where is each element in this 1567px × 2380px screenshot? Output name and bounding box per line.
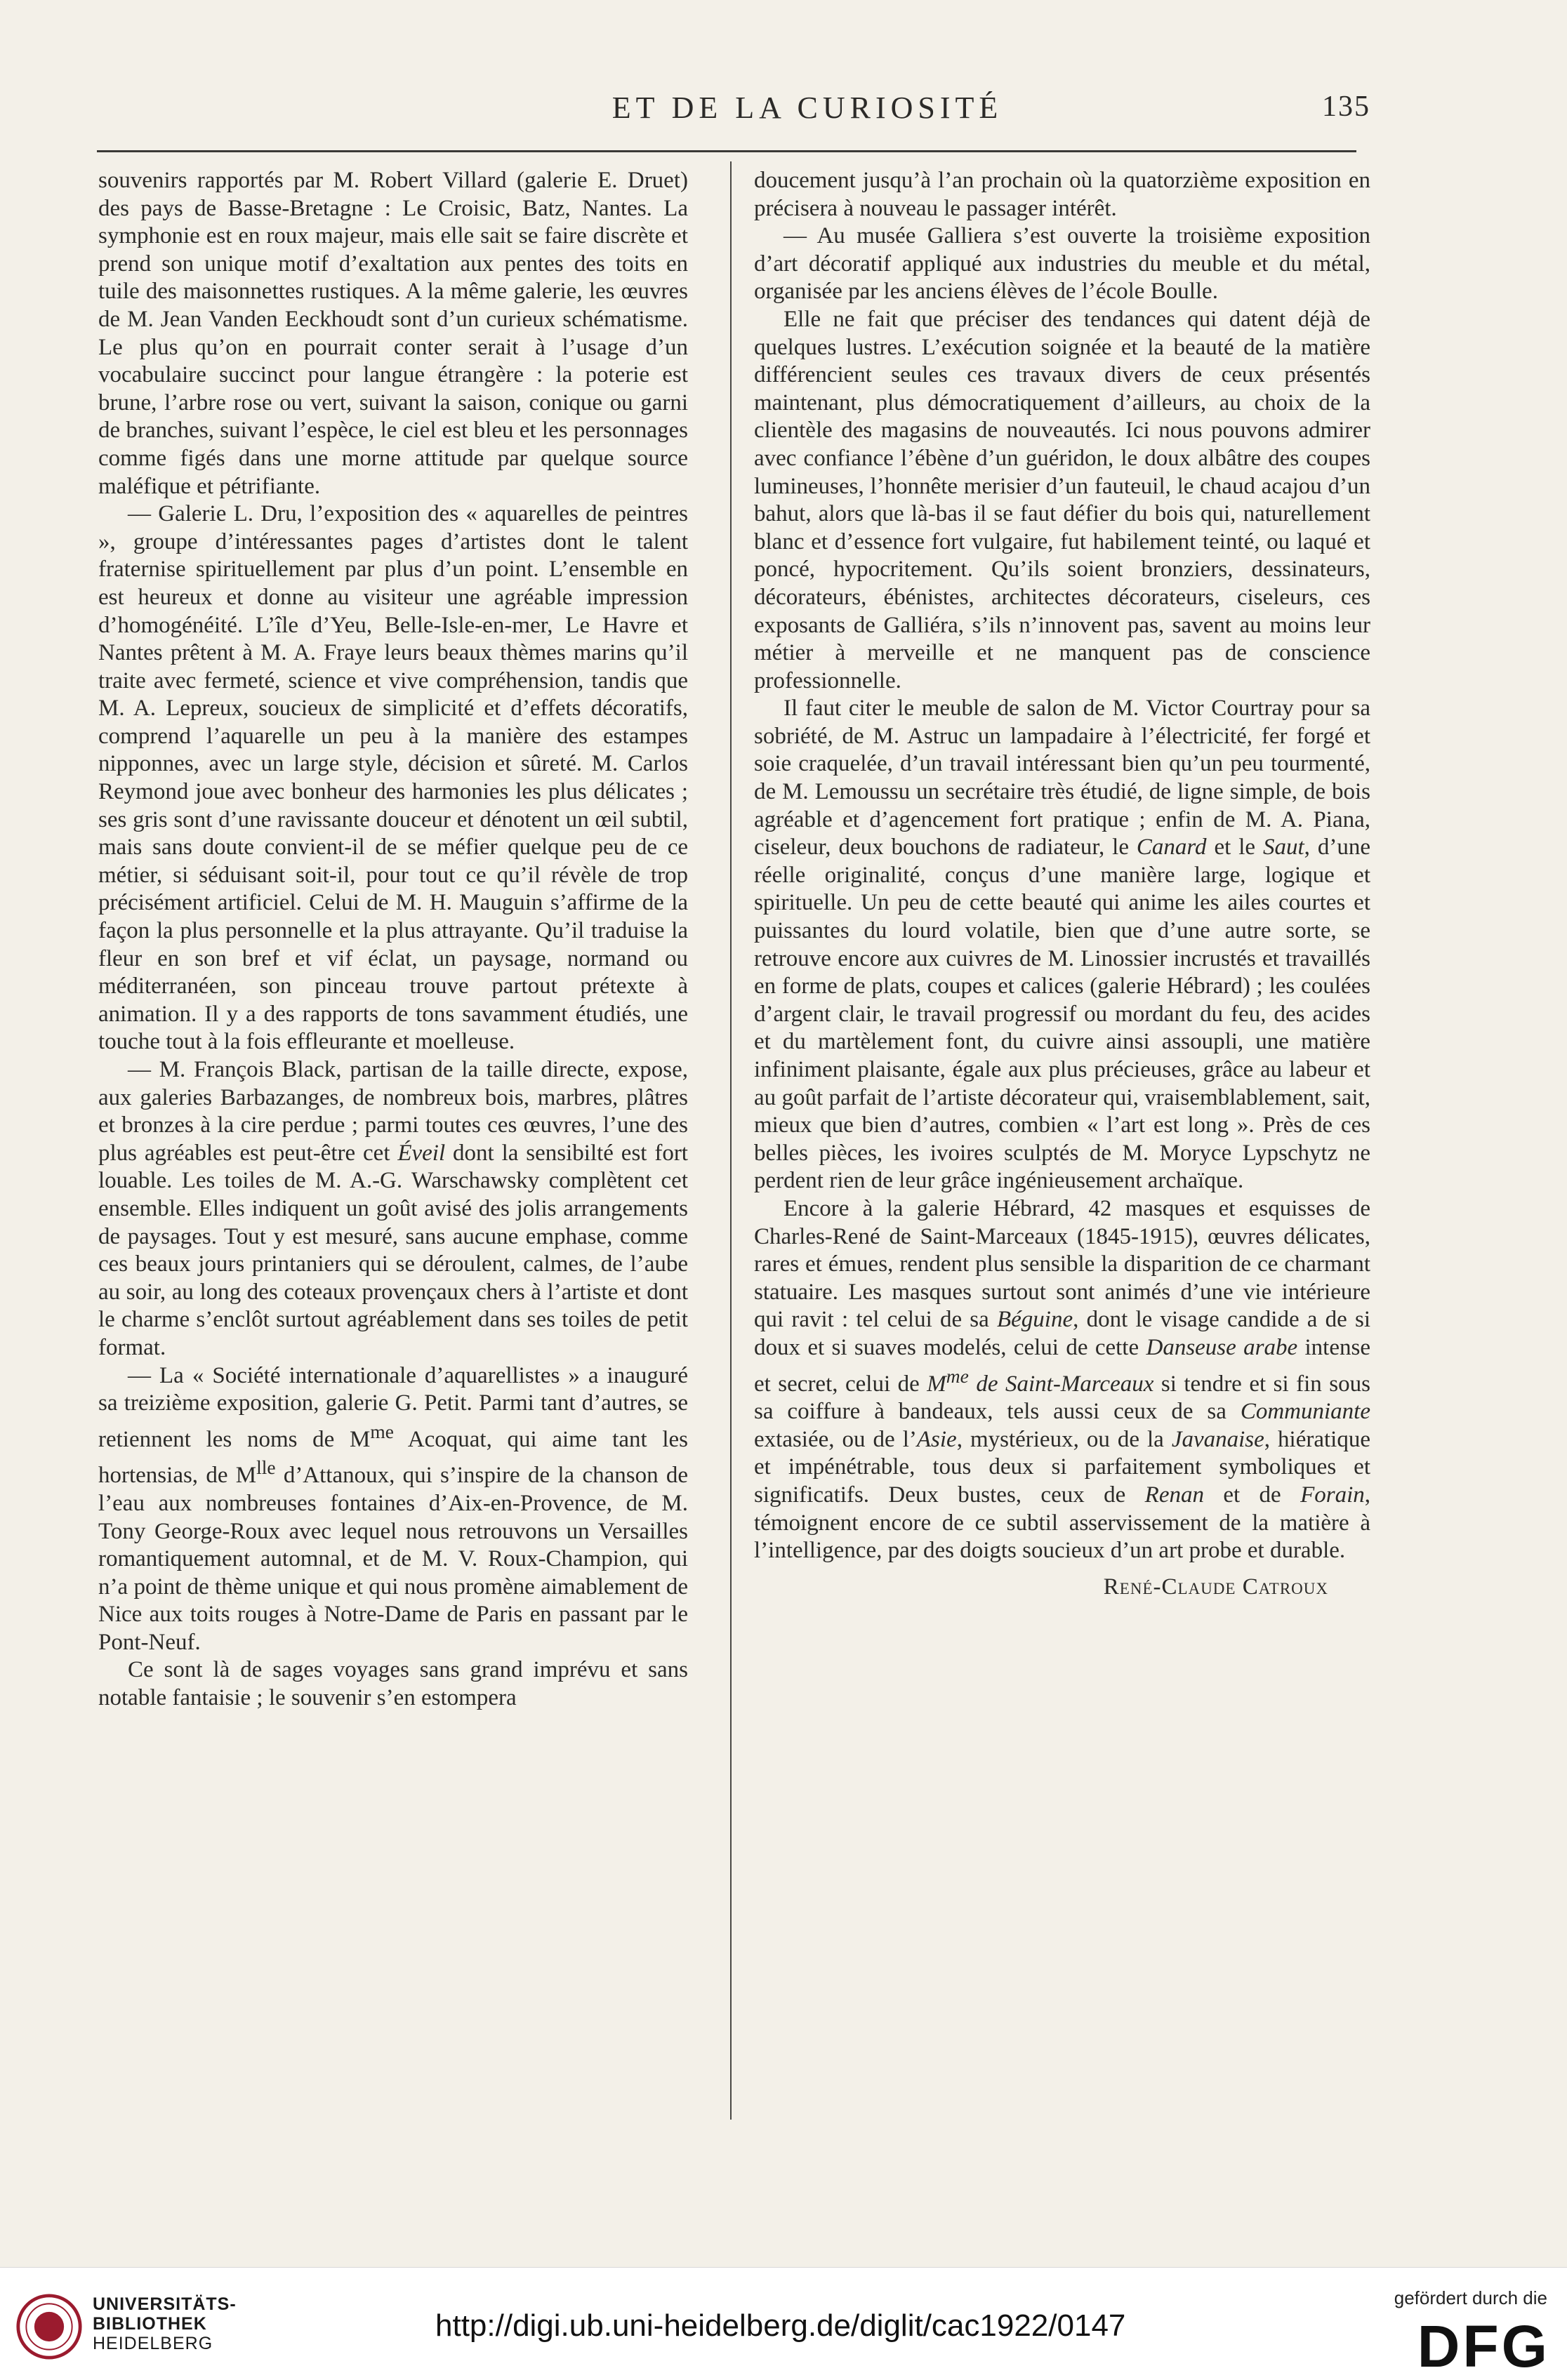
left-paragraph: — M. François Black, partisan de la taille directe, expose, aux galeries Barbazanges, de nombreux bois, marbres, plâtres et bronzes à la cire perdue ; parmi toutes ces œuvres, l’une des plus agréables est peut-être cet Éveil dont la sensibilté est fort louable. Les toiles de M. A.-G. Warschawsky complètent cet ensemble. Elles indiquent un goût avisé des jolis arrangements de paysages. Tout y est mesuré, sans aucune emphase, comme ces beaux jours printaniers qui se déroulent, calmes, de l’aube au soir, au long des coteaux provençaux chers à l’artiste et dont le charme s’enclôt surtout agréablement dans ses toiles de petit format. [98, 1057, 688, 1360]
left-paragraph: souvenirs rapportés par M. Robert Villard (galerie E. Druet) des pays de Basse-Bretagne : Le Croisic, Batz, Nantes. La symphonie est en roux majeur, mais elle sait se faire discrète et prend son unique motif d’exaltation aux pentes des toits en tuile des maisonnettes rustiques. A la même galerie, les œuvres de M. Jean Vanden Eeckhoudt sont d’un curieux schématisme. Le plus qu’on en pourrait conter serait à l’usage d’un vocabulaire succinct pour langue étrangère : la poterie est brune, l’arbre rose ou vert, suivant la saison, conique ou garni de branches, suivant l’espèce, le ciel est bleu et les personnages comme figés dans une morne attitude par quelque source maléfique et pétrifiante. [98, 168, 688, 499]
source-url-link[interactable]: http://digi.ub.uni-heidelberg.de/diglit/cac1922/0147 [435, 2308, 1126, 2343]
right-column [754, 167, 1370, 1601]
institution-line-1: UNIVERSITÄTS- [93, 2294, 237, 2314]
page-number: 135 [1322, 91, 1370, 123]
university-seal-icon [15, 2293, 83, 2360]
right-column-paragraphs [754, 167, 1370, 1565]
left-paragraph: — La « Société internationale d’aquarellistes » a inauguré sa treizième exposition, galerie G. Petit. Parmi tant d’autres, se retiennent les noms de $M^{me}$ Acoquat, qui aime tant les hortensias, de $M^{lle}$ d’Attanoux, qui s’inspire de la chanson de l’eau aux nombreuses fontaines d’Aix-en-Provence, de M. Tony George-Roux avec lequel nous retrouvons un Versailles romantiquement automnal, et de M. V. Roux-Champion, qui n’a point de thème unique et qui nous promène aimablement de Nice aux toits rouges à Notre-Dame de Paris en passant par le Pont-Neuf. [98, 1362, 689, 1655]
sponsor-text: gefördert durch die [1394, 2287, 1547, 2308]
dfg-logo: DFG [1417, 2313, 1550, 2379]
left-paragraph: Ce sont là de sages voyages sans grand imprévu et sans notable fantaisie ; le souvenir s’en estompera [98, 1657, 688, 1711]
running-head [0, 90, 1567, 132]
right-paragraph: — Au musée Galliera s’est ouverte la troisième exposition d’art décoratif appliqué aux industries du meuble et du métal, organisée par les anciens élèves de l’école Boulle. [754, 223, 1370, 305]
left-paragraph: — Galerie L. Dru, l’exposition des « aquarelles de peintres », groupe d’intéressantes pages d’artistes dont le talent fraternise spirituellement par plus d’un point. L’ensemble en est heureux et donne au visiteur une agréable impression d’homogénéité. L’île d’Yeu, Belle-Isle-en-mer, Le Havre et Nantes prêtent à M. A. Fraye leurs beaux thèmes marins qu’il traite avec fermeté, science et vive compréhension, tandis que M. A. Lepreux, soucieux de simplicité et d’effets décoratifs, comprend l’aquarelle un peu à la manière des estampes nipponnes, avec un large style, décision et sûreté. M. Carlos Reymond joue avec bonheur des harmonies les plus délicates ; ses gris sont d’une ravissante douceur et dénotent un œil subtil, mais sans doute convient-il de se méfier quelque peu de ce métier, si séduisant soit-il, pour tout ce qu’il révèle de trop précisément artificiel. Celui de M. H. Mauguin s’affirme de la façon la plus personnelle et la plus attrayante. Qu’il traduise la fleur en son bref et vif éclat, un paysage, normand ou méditerranéen, son pinceau trouve partout prétexte à animation. Il y a des rapports de tons savamment étudiés, une touche tout à la fois effleurante et moelleuse. [98, 501, 688, 1055]
author-signature: René-Claude Catroux [1103, 1574, 1328, 1600]
digitization-footer [0, 2267, 1567, 2380]
column-divider [730, 161, 732, 2120]
right-paragraph: Elle ne fait que préciser des tendances qui datent déjà de quelques lustres. L’exécution soignée et la beauté de la matière différencient seules ces travaux divers de ceux présentés maintenant, plus démocratiquement d’ailleurs, au choix de la clientèle des magasins de nouveautés. Ici nous pouvons admirer avec confiance l’ébène d’un guéridon, le doux albâtre des coupes lumineuses, l’honnête merisier d’un fauteuil, le chaud acajou d’un bahut, alors que là-bas il se faut défier du bois qui, naturellement blanc et d’essence fort vulgaire, fut habilement teinté, ou laqué et poncé, hypocritement. Qu’ils soient bronziers, dessinateurs, décorateurs, ébénistes, architectes décorateurs, ciseleurs, ces exposants de Galliéra, s’ils n’innovent pas, savent au moins leur métier à merveille et ne manquent pas de conscience professionnelle. [754, 306, 1370, 693]
right-paragraph: Encore à la galerie Hébrard, 42 masques et esquisses de Charles-René de Saint-Marceaux (1845-1915), œuvres délicates, rares et émues, rendent plus sensible la disparition de ce charmant statuaire. Les masques surtout sont animés d’une vie intérieure qui ravit : tel celui de sa Béguine, dont le visage candide a de si doux et si suaves modelés, celui de cette Danseuse arabe intense et secret, celui de $M^{me}$ de Saint-Marceaux si tendre et si fin sous sa coiffure à bandeaux, tels aussi ceux de sa Communiante extasiée, ou de l’Asie, mystérieux, ou de la Javanaise, hiératique et impénétrable, tous deux si parfaitement symboliques et significatifs. Deux bustes, ceux de Renan et de Forain, témoignent encore de ce subtil asservissement de la matière à l’intelligence, par des doigts soucieux d’un art probe et durable. [754, 1195, 1371, 1564]
header-rule [97, 150, 1356, 152]
left-column [98, 167, 688, 1713]
running-title: ET DE LA CURIOSITÉ [611, 91, 1003, 125]
institution-line-2: BIBLIOTHEK [93, 2314, 207, 2334]
institution-line-3: HEIDELBERG [93, 2334, 213, 2353]
right-paragraph: Il faut citer le meuble de salon de M. Victor Courtray pour sa sobriété, de M. Astruc un lampadaire à l’électricité, fer forgé et soie craquelée, d’un travail intéressant bien qu’un peu tourmenté, de M. Lemoussu un secrétaire très étudié, de ligne simple, de bois agréable et d’agencement fort pratique ; enfin de M. A. Piana, ciseleur, deux bouchons de radiateur, le Canard et le Saut, d’une réelle originalité, conçus d’une manière large, logique et spirituelle. Un peu de cette beauté qui anime les ailes courtes et puissantes du lourd volatile, bien que d’une autre sorte, se retrouve encore aux cuivres de M. Linossier incrustés et travaillés en forme de plats, coupes et calices (galerie Hébrard) ; les coulées d’argent clair, le travail progressif ou mordant du feu, des acides et du martèlement font, du cuivre ainsi assoupli, une matière infiniment plaisante, égale aux plus précieuses, grâce au labeur et au goût parfait de l’artiste décorateur qui, vraisemblablement, sait, mieux que bien d’autres, combien « l’art est long ». Près de ces belles pièces, les ivoires sculptés de M. Moryce Lypschytz ne perdent rien de leur grâce ingénieusement archaïque. [754, 696, 1370, 1194]
institution-name [93, 2294, 237, 2353]
right-paragraph: doucement jusqu’à l’an prochain où la quatorzième exposition en précisera à nouveau le passager intérêt. [754, 168, 1370, 221]
